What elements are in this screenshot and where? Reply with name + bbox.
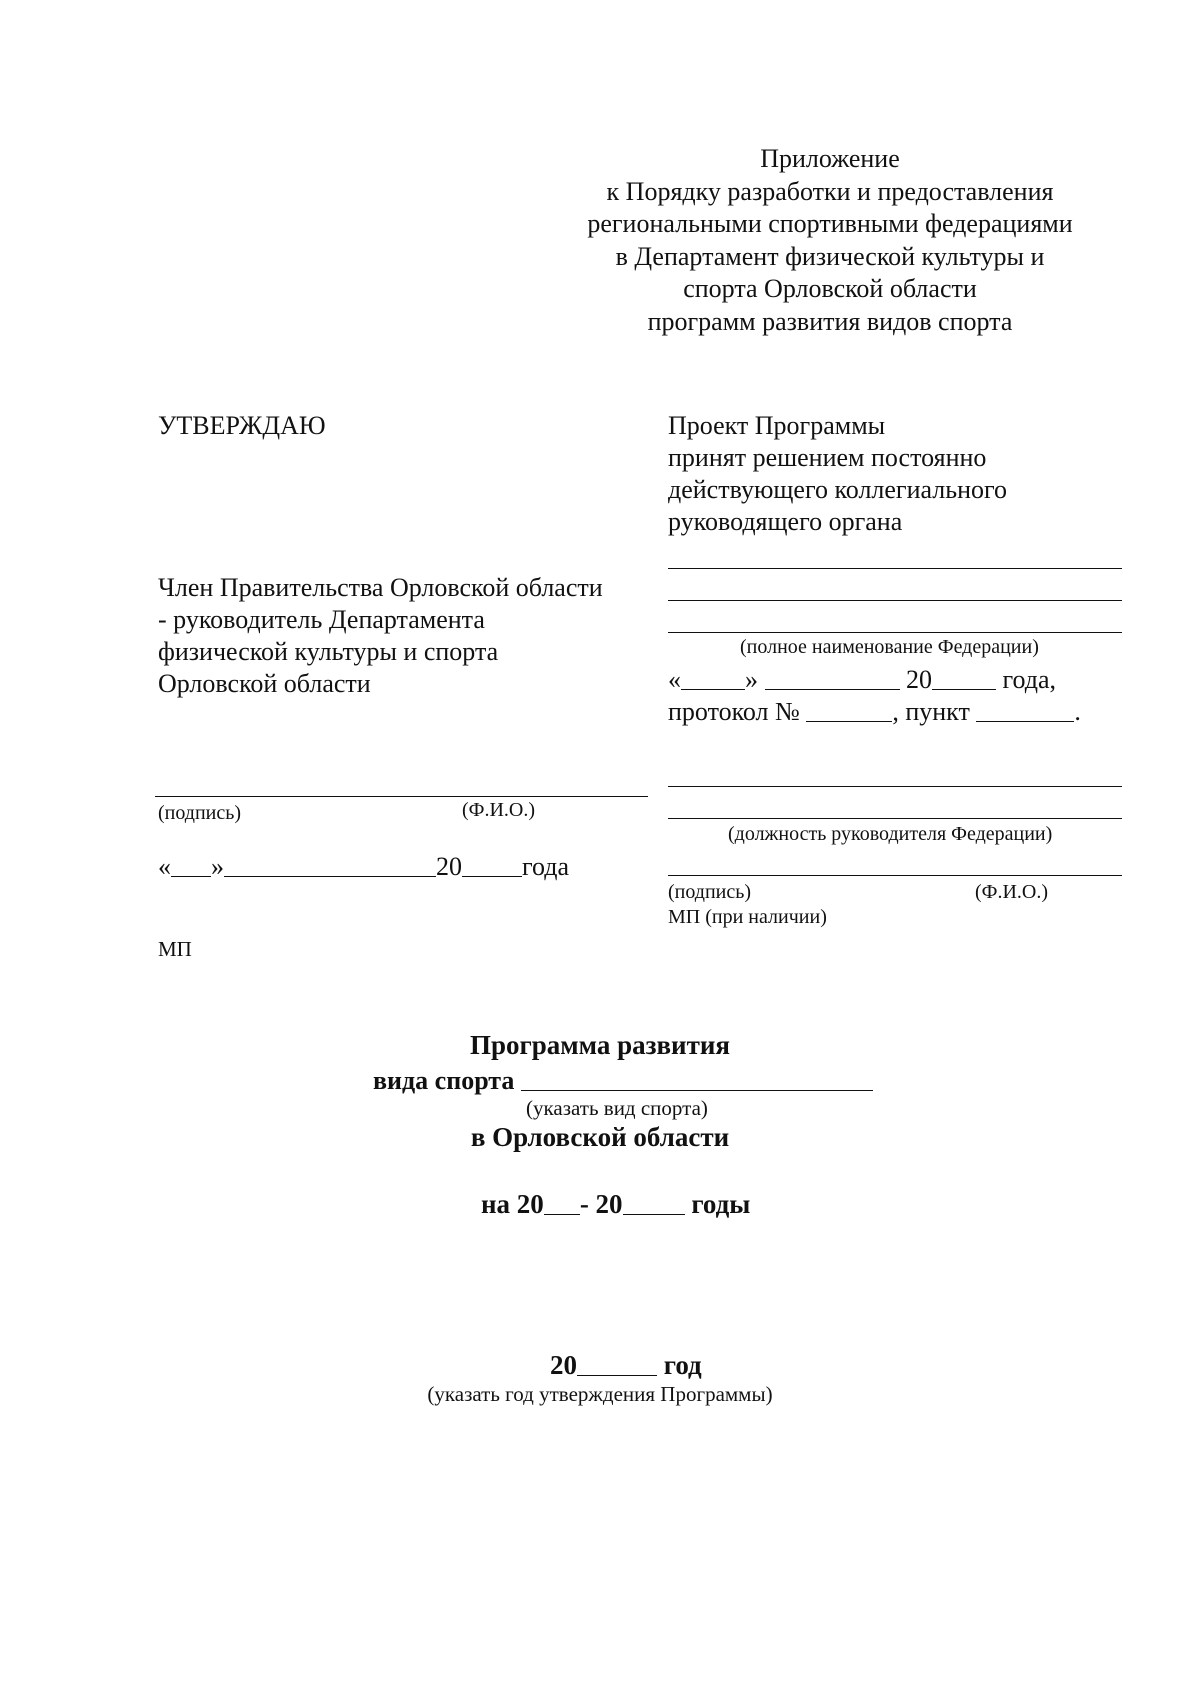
right-signature-line: [668, 875, 1122, 876]
sport-line: [373, 1064, 873, 1098]
year-prefix: 20: [906, 665, 932, 694]
point-blank: [976, 695, 1074, 722]
appendix-line: в Департамент физической культуры и: [615, 241, 1045, 271]
appendix-line: региональными спортивными федерациями: [587, 209, 1073, 238]
position-blank-line: [668, 786, 1122, 787]
sport-label: вида спорта: [373, 1066, 515, 1095]
protocol-number-blank: [806, 695, 892, 722]
approval-year-caption: (указать год утверждения Программы): [427, 1382, 773, 1406]
federation-blank-line: [668, 600, 1122, 601]
day-blank: [171, 850, 211, 877]
approval-year-line: [550, 1348, 702, 1382]
left-approval-date: [158, 850, 569, 884]
year-blank: [577, 1348, 657, 1376]
appendix-line: к Порядку разработки и предоставления: [606, 176, 1054, 206]
left-stamp: МП: [158, 937, 192, 961]
year-blank: [932, 663, 996, 690]
program-title: Программа развития: [469, 1030, 731, 1060]
period-suffix: годы: [691, 1189, 751, 1219]
right-fio-caption: (Ф.И.О.): [975, 881, 1049, 903]
protocol-sep: , пункт: [892, 697, 970, 726]
year-suffix: год: [663, 1350, 702, 1380]
appendix-line: Приложение: [760, 144, 900, 173]
appendix-line: программ развития видов спорта: [647, 306, 1013, 336]
quote-open: «: [158, 852, 171, 881]
approve-heading: УТВЕРЖДАЮ: [158, 411, 326, 440]
quote-close: »: [211, 852, 224, 881]
official-line: Орловской области: [158, 669, 371, 698]
federation-blank-line: [668, 568, 1122, 569]
year-suffix: года: [522, 852, 570, 881]
position-caption: (должность руководителя Федерации): [728, 823, 1053, 845]
right-decision-date: [668, 663, 1056, 697]
year-prefix: 20: [550, 1350, 577, 1380]
year-prefix: 20: [436, 852, 462, 881]
federation-blank-line: [668, 632, 1122, 633]
month-blank: [224, 850, 436, 877]
project-line: принят решением постоянно: [668, 443, 987, 472]
project-line: руководящего органа: [668, 507, 903, 536]
federation-caption: (полное наименование Федерации): [740, 636, 1039, 658]
protocol-line: [668, 695, 1081, 729]
left-fio-caption: (Ф.И.О.): [462, 799, 536, 821]
appendix-header: [560, 143, 1100, 338]
year-blank: [462, 850, 522, 877]
period-end-blank: [623, 1187, 685, 1215]
official-line: Член Правительства Орловской области: [158, 573, 603, 602]
quote-close: »: [745, 665, 758, 694]
month-blank: [765, 663, 900, 690]
project-line: Проект Программы: [668, 411, 886, 440]
sport-blank: [521, 1064, 873, 1091]
position-blank-line: [668, 818, 1122, 819]
left-signature-line: [155, 796, 648, 797]
project-line: действующего коллегиального: [668, 475, 1008, 504]
year-suffix: года,: [1002, 665, 1057, 694]
official-line: - руководитель Департамента: [158, 605, 485, 634]
protocol-label: протокол №: [668, 697, 800, 726]
right-signature-caption: (подпись): [668, 881, 752, 903]
region-line: в Орловской области: [470, 1122, 730, 1152]
quote-open: «: [668, 665, 681, 694]
day-blank: [681, 663, 745, 690]
appendix-line: спорта Орловской области: [683, 274, 977, 303]
official-line: физической культуры и спорта: [158, 637, 499, 666]
sport-caption: (указать вид спорта): [526, 1096, 708, 1120]
period-prefix: на 20: [481, 1189, 544, 1219]
right-stamp: МП (при наличии): [668, 906, 827, 928]
period-dash: - 20: [579, 1189, 623, 1219]
left-signature-caption: (подпись): [158, 802, 242, 824]
period-line: [481, 1187, 750, 1221]
protocol-end: .: [1074, 697, 1081, 726]
period-start-blank: [544, 1187, 580, 1215]
